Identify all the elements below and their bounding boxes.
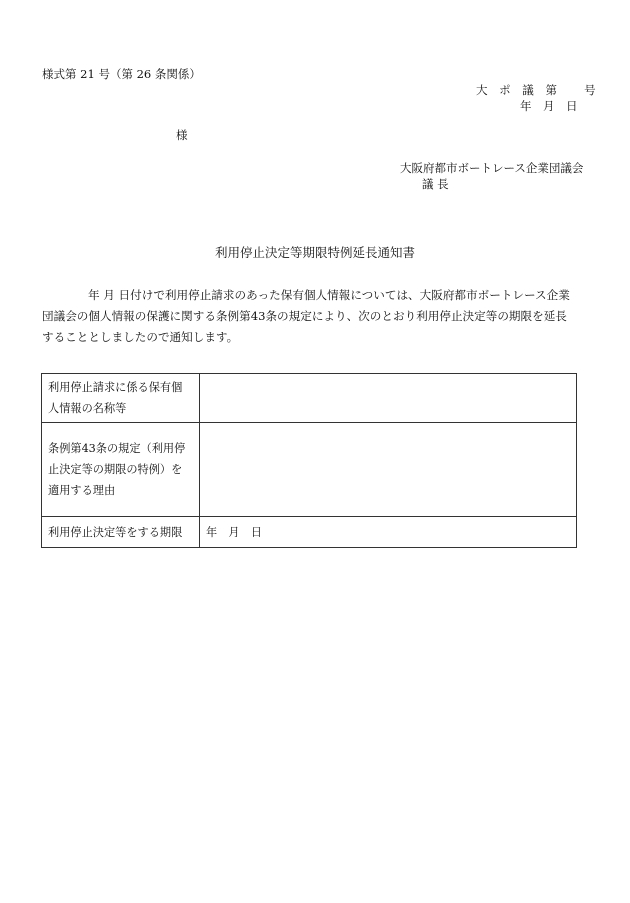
sender-title: 議 長 bbox=[422, 177, 449, 191]
form-number-label: 様式第 21 号（第 26 条関係） bbox=[42, 67, 201, 81]
table-row bbox=[42, 517, 577, 548]
info-name-value bbox=[200, 374, 577, 423]
body-line-1: 年 月 日付けで利用停止請求のあった保有個人情報については、大阪府都市ボートレース企業 bbox=[88, 288, 570, 302]
table-row bbox=[42, 423, 577, 517]
info-table bbox=[41, 373, 577, 548]
row-label-reason bbox=[42, 423, 200, 517]
document-number: 大 ポ 議 第 号 bbox=[476, 83, 600, 97]
document-title: 利用停止決定等期限特例延長通知書 bbox=[214, 245, 415, 260]
row-label-info-name bbox=[42, 374, 200, 423]
document-date: 年 月 日 bbox=[520, 99, 578, 113]
recipient-suffix: 様 bbox=[176, 128, 188, 142]
reason-value bbox=[200, 423, 577, 517]
label-line: 人情報の名称等 bbox=[48, 402, 127, 415]
body-paragraph bbox=[42, 285, 582, 348]
label-line: 適用する理由 bbox=[48, 484, 116, 497]
body-line-2: 団議会の個人情報の保護に関する条例第43条の規定により、次のとおり利用停止決定等の期限を延長 bbox=[42, 309, 567, 323]
label-line: 利用停止請求に係る保有個 bbox=[48, 381, 183, 394]
deadline-value: 年 月 日 bbox=[200, 517, 577, 548]
label-line: 止決定等の期限の特例）を bbox=[48, 463, 183, 476]
table-row bbox=[42, 374, 577, 423]
row-label-deadline: 利用停止決定等をする期限 bbox=[42, 517, 200, 548]
body-line-3: することとしましたので通知します。 bbox=[42, 330, 239, 344]
label-line: 条例第43条の規定（利用停 bbox=[48, 442, 186, 455]
sender-organization: 大阪府都市ボートレース企業団議会 bbox=[400, 161, 584, 175]
